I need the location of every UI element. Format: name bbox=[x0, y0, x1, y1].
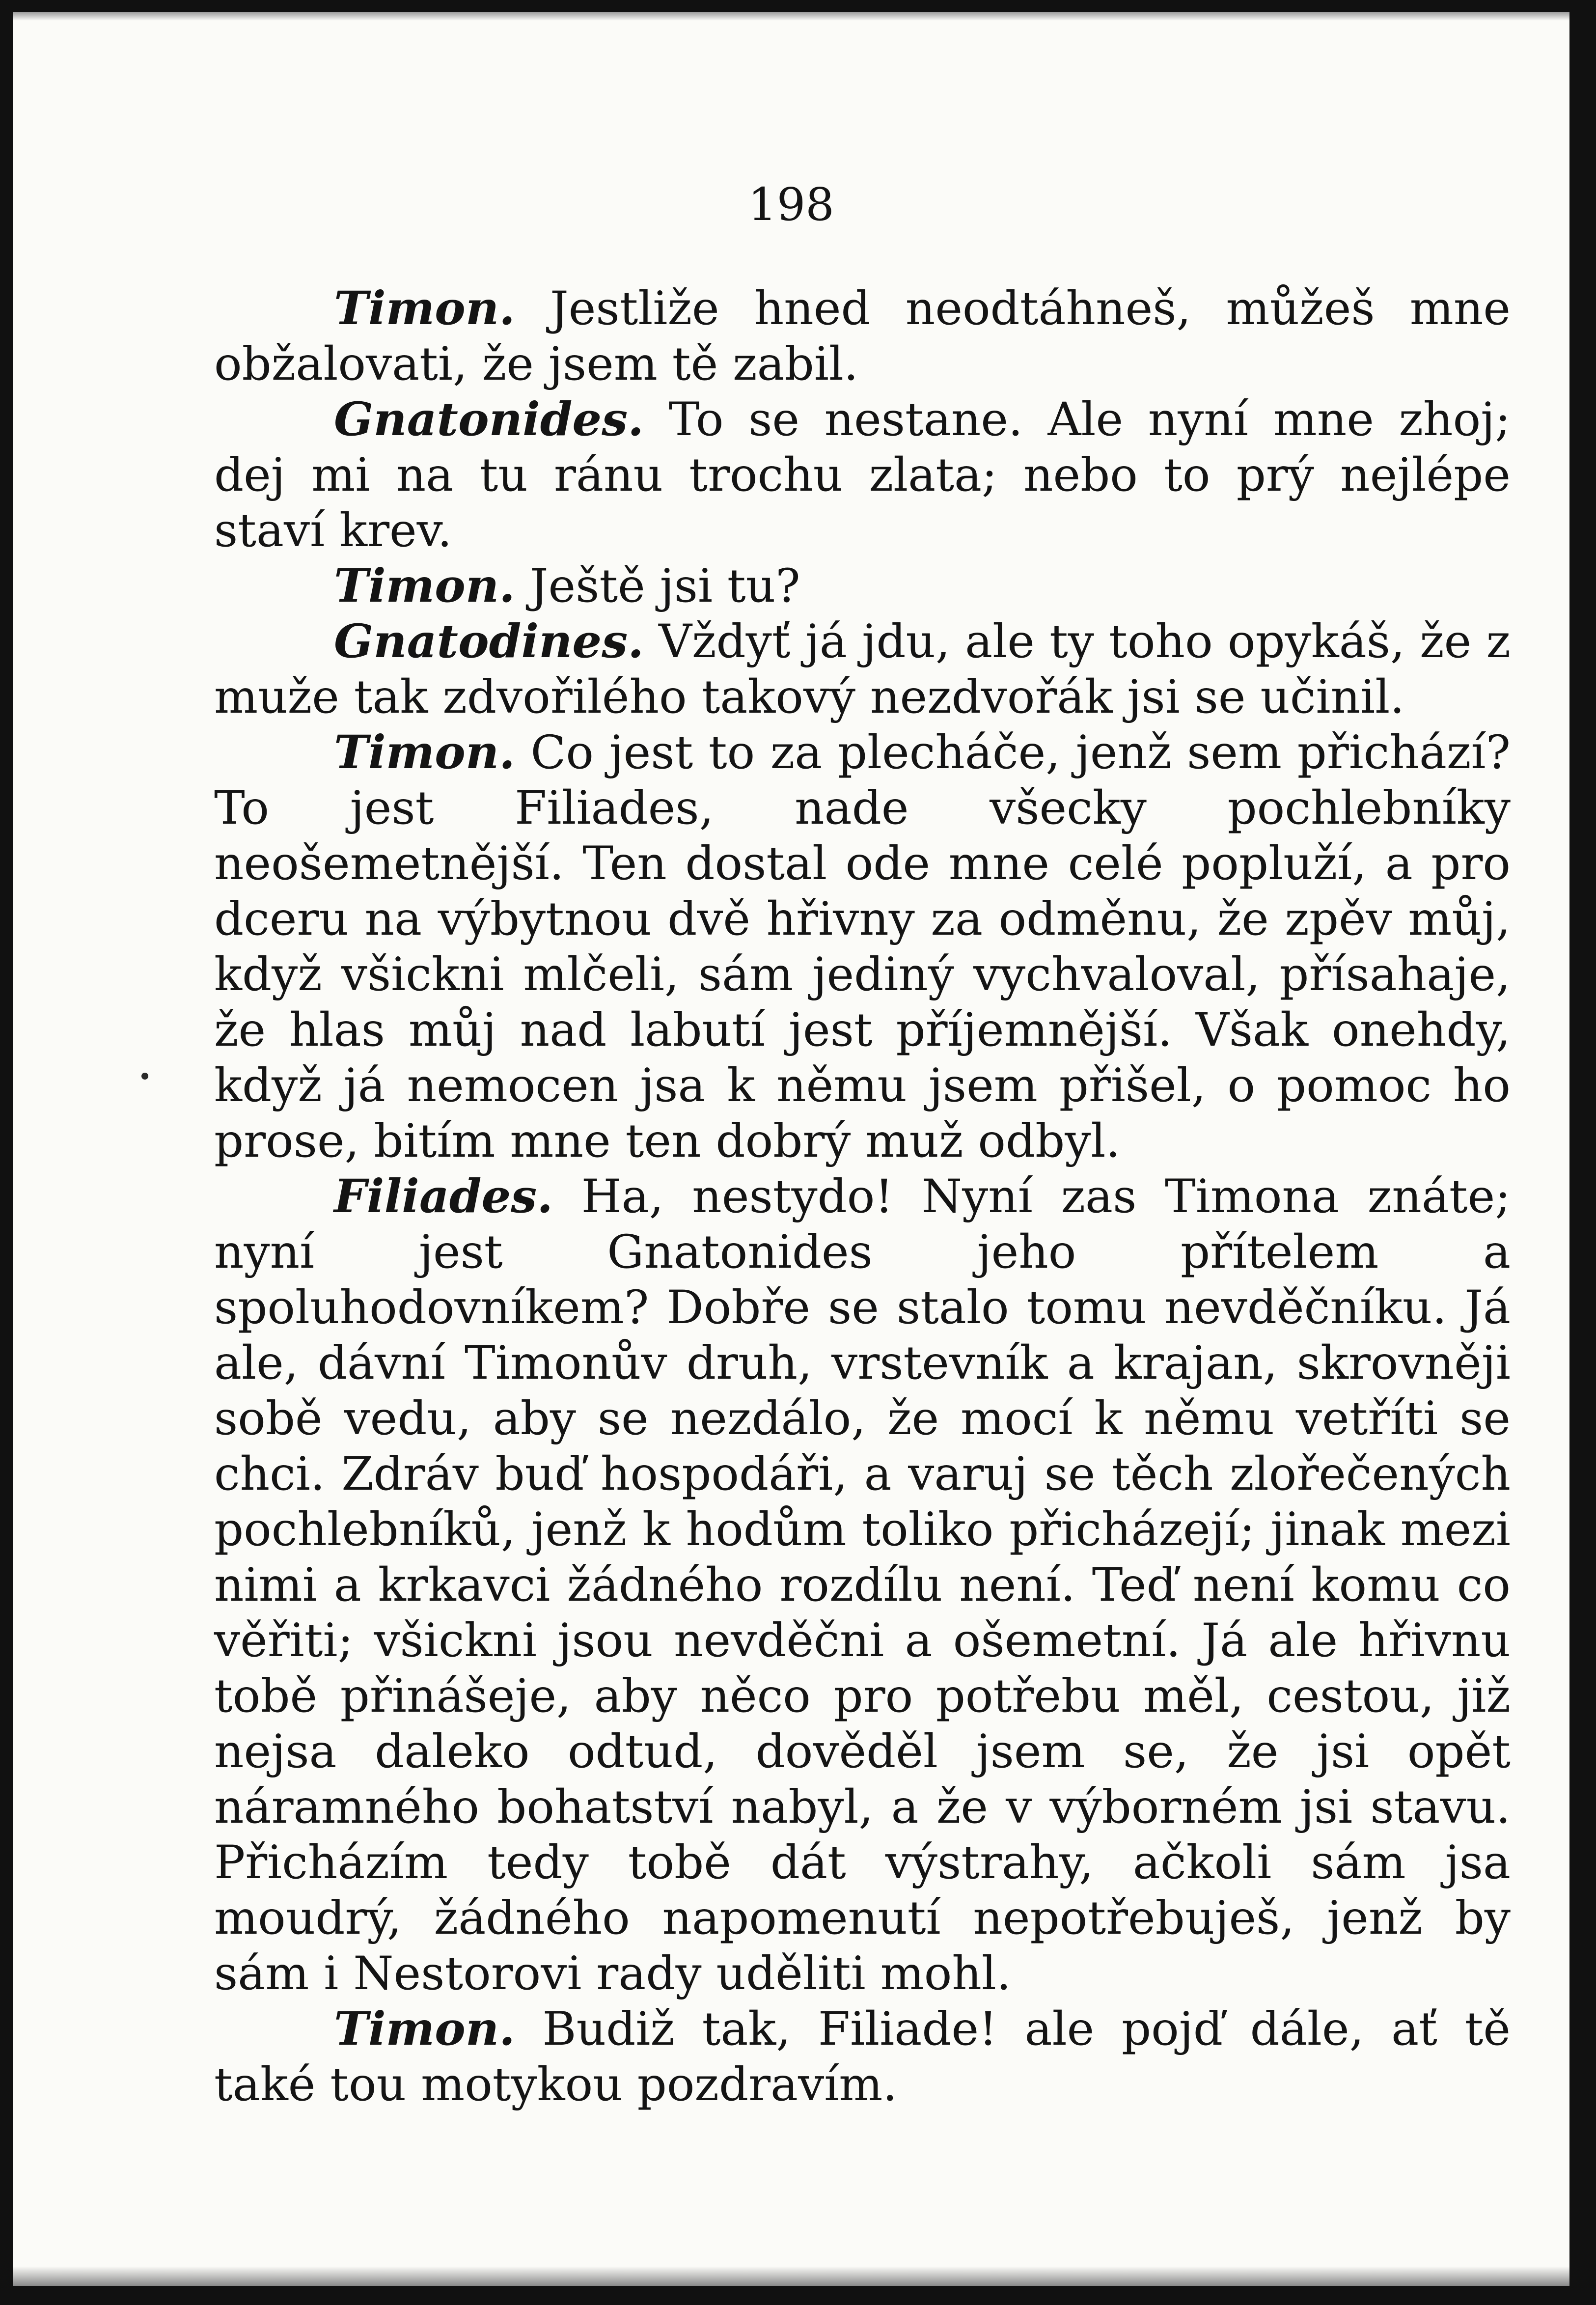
bottom-edge-shadow bbox=[13, 2266, 1569, 2286]
paragraph-1 bbox=[214, 281, 1511, 392]
speech-text: To se nestane. Ale nyní mne zhoj; dej mi na tu ránu trochu zlata; nebo to prý nejlépe staví krev. bbox=[214, 393, 1511, 557]
paragraph-4 bbox=[214, 614, 1511, 725]
speaker-name: Gnatonides. bbox=[334, 392, 644, 446]
speech-text: Ha, nestydo! Nyní zas Timona znáte; nyní jest Gnatonides jeho přítelem a spoluhodovníkem? Dobře se stalo tomu nevděčníku. Já ale, dávní Timonův druh, vrstevník a krajan, skrovněji sobě vedu, aby se nezdálo, že mocí k němu vetříti se chci. Zdráv buď hospodáři, a varuj se těch zlořečených pochlebníků, jenž k hodům toliko přicházejí; jinak mezi nimi a krkavci žádného rozdílu není. Teď není komu co věřiti; všickni jsou nevděčni a ošemetní. Já ale hřivnu tobě přinášeje, aby něco pro potřebu měl, cestou, již nejsa daleko odtud, dověděl jsem se, že jsi opět náramného bohatství nabyl, a že v výborném jsi stavu. Přicházím tedy tobě dát výstrahy, ačkoli sám jsa moudrý, žádného napomenutí nepotřebuješ, jenž by sám i Nestorovi rady uděliti mohl. bbox=[214, 1170, 1511, 2000]
paragraph-6 bbox=[214, 1169, 1511, 2001]
book-page bbox=[13, 12, 1569, 2286]
dialogue-text bbox=[214, 281, 1511, 2112]
speech-text: Vždyť já jdu, ale ty toho opykáš, že z muže tak zdvořilého takový nezdvořák jsi se učinil. bbox=[214, 615, 1511, 724]
paragraph-5 bbox=[214, 725, 1511, 1169]
paragraph-3 bbox=[214, 558, 1511, 614]
paragraph-2 bbox=[214, 392, 1511, 558]
paragraph-7 bbox=[214, 2001, 1511, 2112]
speaker-name: Gnatodines. bbox=[334, 614, 644, 668]
speech-text: Jestliže hned neodtáhneš, můžeš mne obžalovati, že jsem tě zabil. bbox=[214, 282, 1511, 391]
speech-text: Budiž tak, Filiade! ale pojď dále, ať tě také tou motykou pozdravím. bbox=[214, 2002, 1511, 2111]
page-number: 198 bbox=[748, 178, 834, 231]
speaker-name: Timon. bbox=[334, 2002, 515, 2056]
speech-text: Co jest to za plecháče, jenž sem přichází? To jest Filiades, nade všecky pochlebníky neošemetnější. Ten dostal ode mne celé popluží, a pro dceru na výbytnou dvě hřivny za odměnu, že zpěv můj, když všickni mlčeli, sám jediný vychvaloval, přísahaje, že hlas můj nad labutí jest příjemnější. Však onehdy, když já nemocen jsa k němu jsem přišel, o pomoc ho prose, bitím mne ten dobrý muž odbyl. bbox=[214, 726, 1511, 1168]
top-edge-shadow bbox=[13, 12, 1569, 21]
speaker-name: Filiades. bbox=[334, 1169, 553, 1223]
ink-speck bbox=[141, 1073, 148, 1080]
speaker-name: Timon. bbox=[334, 559, 515, 613]
speaker-name: Timon. bbox=[334, 725, 515, 779]
speech-text: Ještě jsi tu? bbox=[515, 559, 800, 613]
speaker-name: Timon. bbox=[334, 281, 515, 335]
